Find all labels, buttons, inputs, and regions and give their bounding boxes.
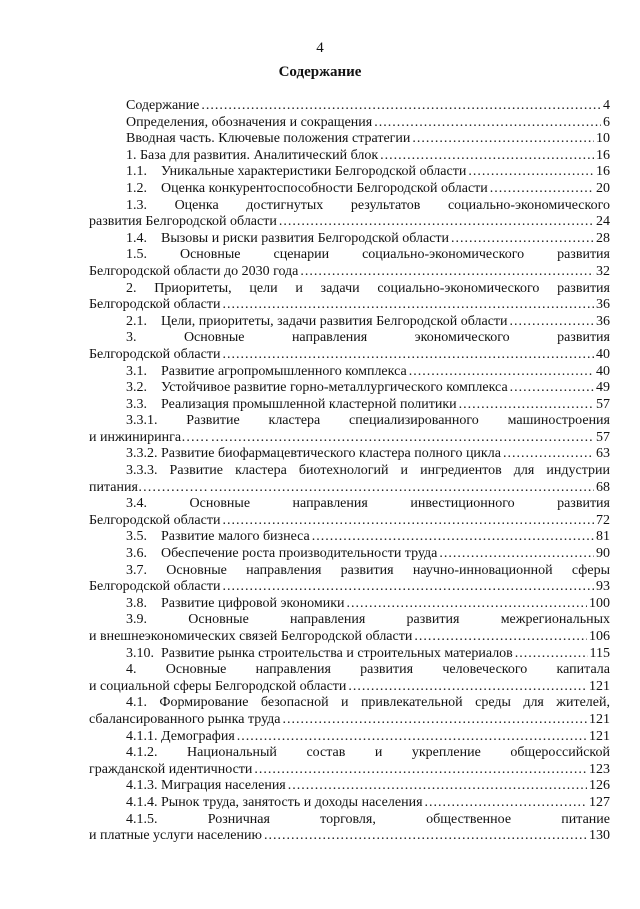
- toc-entry-text: 3.3.3. Развитие кластера биотехнологий и ингредиентов для индустрии: [126, 463, 610, 479]
- toc-entry: [89, 463, 610, 496]
- toc-entry: [89, 98, 610, 115]
- toc-page-number: 81: [596, 529, 610, 545]
- toc-entry: [89, 745, 610, 778]
- toc-entry-text: 1. База для развития. Аналитический блок: [126, 147, 379, 163]
- toc-entry: [89, 115, 610, 132]
- toc-entry-text-continued: развития Белгородской области: [89, 214, 277, 230]
- toc-page-number: 49: [596, 380, 610, 396]
- toc-entry: [89, 198, 610, 231]
- toc-entry-text: 4.1. Формирование безопасной и привлекательной среды для жителей,: [126, 695, 610, 711]
- dot-leader: [222, 297, 594, 314]
- dot-leader: [439, 546, 594, 563]
- toc-entry-text: 3.8. Развитие цифровой экономики: [126, 595, 345, 611]
- toc-entry-text: 3.3.1. Развитие кластера специализированного машиностроения: [126, 413, 610, 429]
- toc-entry: [89, 446, 610, 463]
- toc-entry: [89, 596, 610, 613]
- dot-leader: [237, 729, 587, 746]
- toc-page-number: 40: [596, 363, 610, 379]
- dot-leader: [348, 679, 587, 696]
- toc-entry-text-continued: гражданской идентичности: [89, 761, 253, 777]
- toc-entry: [89, 729, 610, 746]
- toc-entry-text: 4.1.4. Рынок труда, занятость и доходы населения: [126, 794, 423, 810]
- toc-entry-text: 3.3. Реализация промышленной кластерной политики: [126, 396, 457, 412]
- toc-entry-text-continued: Белгородской области: [89, 297, 221, 313]
- toc-page-number: 121: [589, 678, 610, 694]
- toc-entry-text: 3.4. Основные направления инвестиционного развития: [126, 496, 610, 512]
- toc-page-number: 72: [596, 512, 610, 528]
- toc-entry: [89, 231, 610, 248]
- toc-entry: [89, 397, 610, 414]
- toc-entry: [89, 612, 610, 645]
- dot-leader: [210, 480, 594, 497]
- toc-page-number: 93: [596, 579, 610, 595]
- toc-entry: [89, 281, 610, 314]
- toc-page-number: 126: [589, 778, 610, 794]
- dot-leader: [425, 795, 587, 812]
- toc-entry: [89, 646, 610, 663]
- toc-entry: [89, 795, 610, 812]
- toc-entry: [89, 181, 610, 198]
- dot-leader: [380, 148, 594, 165]
- toc-entry: [89, 330, 610, 363]
- toc-entry-text: 4.1.3. Миграция населения: [126, 778, 286, 794]
- toc-entry-text: 3.6. Обеспечение роста производительности труда: [126, 546, 438, 562]
- toc-entry-text: 4. Основные направления развития человеческого капитала: [126, 662, 610, 678]
- dot-leader: [254, 762, 587, 779]
- toc-entry: [89, 529, 610, 546]
- page-number: 4: [316, 40, 324, 56]
- toc-entry-text: Содержание: [126, 98, 200, 113]
- toc-page-number: 40: [596, 346, 610, 362]
- dot-leader: [312, 529, 594, 546]
- toc-page-number: 57: [596, 429, 610, 445]
- dot-leader: [503, 446, 594, 463]
- dot-leader: [510, 314, 594, 331]
- toc-title: Содержание: [278, 64, 362, 80]
- toc-entry: [89, 496, 610, 529]
- toc-entry-text: 3.7. Основные направления развития научно-инновационной сферы: [126, 562, 610, 578]
- toc-entry: [89, 546, 610, 563]
- toc-page-number: 32: [596, 263, 610, 279]
- toc-page-number: 6: [603, 114, 610, 130]
- toc-entry-text-continued: Белгородской области: [89, 579, 221, 595]
- dot-leader: [300, 264, 594, 281]
- toc-page-number: 121: [589, 728, 610, 744]
- dot-leader: [459, 397, 594, 414]
- toc-entry-text-continued: и инжиниринга……: [89, 429, 210, 445]
- toc-entry: [89, 413, 610, 446]
- dot-leader: [409, 364, 594, 381]
- dot-leader: [412, 131, 594, 148]
- toc-entry-text: 2.1. Цели, приоритеты, задачи развития Белгородской области: [126, 313, 508, 329]
- dot-leader: [288, 778, 587, 795]
- toc-entry-text-continued: сбалансированного рынка труда: [89, 711, 281, 727]
- toc-page-number: 123: [589, 761, 610, 777]
- toc-entry-text: 4.1.5. Розничная торговля, общественное питание: [126, 811, 610, 827]
- toc-entry-text: 1.5. Основные сценарии социально-экономического развития: [126, 247, 610, 263]
- toc-page-number: 24: [596, 214, 610, 230]
- toc-page-number: 90: [596, 546, 610, 562]
- dot-leader: [515, 646, 588, 663]
- toc-entry-text: 1.3. Оценка достигнутых результатов социально-экономического: [126, 197, 610, 213]
- dot-leader: [211, 430, 594, 447]
- toc-entry-text: 3.9. Основные направления развития межрегиональных: [126, 612, 610, 628]
- toc-entry: [89, 695, 610, 728]
- toc-entry: [89, 164, 610, 181]
- toc-entry-text-continued: Белгородской области: [89, 346, 221, 362]
- toc-entry-text: 1.1. Уникальные характеристики Белгородской области: [126, 164, 467, 180]
- toc-entry-text: 2. Приоритеты, цели и задачи социально-экономического развития: [126, 280, 610, 296]
- toc-entry: [89, 364, 610, 381]
- toc-entry: [89, 131, 610, 148]
- dot-leader: [279, 214, 594, 231]
- table-of-contents: [89, 98, 610, 845]
- toc-entry: [89, 563, 610, 596]
- toc-page-number: 16: [596, 164, 610, 180]
- dot-leader: [222, 513, 594, 530]
- toc-entry-text-continued: и внешнеэкономических связей Белгородской области: [89, 629, 413, 644]
- toc-entry-text: 1.2. Оценка конкурентоспособности Белгородской области: [126, 180, 488, 196]
- toc-entry-text: 4.1.1. Демография: [126, 728, 235, 744]
- toc-entry-text-continued: питания……………: [89, 479, 208, 495]
- toc-entry-text: 3.3.2. Развитие биофармацевтического кластера полного цикла: [126, 446, 501, 462]
- toc-page-number: 4: [603, 98, 610, 113]
- dot-leader: [451, 231, 594, 248]
- toc-page-number: 115: [589, 645, 610, 661]
- toc-entry-text: 3.10. Развитие рынка строительства и строительных материалов: [126, 645, 513, 661]
- toc-entry-text: 3.5. Развитие малого бизнеса: [126, 529, 310, 545]
- dot-leader: [510, 380, 594, 397]
- toc-page-number: 130: [589, 828, 610, 844]
- dot-leader: [414, 629, 587, 646]
- toc-page-number: 127: [589, 794, 610, 810]
- dot-leader: [222, 579, 594, 596]
- toc-page-number: 106: [589, 629, 610, 644]
- dot-leader: [264, 828, 587, 845]
- toc-entry-text: 3. Основные направления экономического развития: [126, 330, 610, 346]
- toc-page-number: 36: [596, 313, 610, 329]
- dot-leader: [283, 712, 587, 729]
- toc-entry: [89, 778, 610, 795]
- toc-page-number: 10: [596, 131, 610, 147]
- toc-entry: [89, 148, 610, 165]
- dot-leader: [490, 181, 594, 198]
- toc-entry-text-continued: Белгородской области: [89, 512, 221, 528]
- toc-page-number: 68: [596, 479, 610, 495]
- toc-entry-text: Определения, обозначения и сокращения: [126, 114, 373, 130]
- dot-leader: [468, 164, 594, 181]
- toc-page-number: 28: [596, 230, 610, 246]
- toc-entry: [89, 247, 610, 280]
- toc-entry-text: 3.2. Устойчивое развитие горно-металлургического комплекса: [126, 380, 508, 396]
- dot-leader: [201, 98, 601, 115]
- toc-entry: [89, 314, 610, 331]
- toc-page-number: 57: [596, 396, 610, 412]
- toc-entry-text-continued: и социальной сферы Белгородской области: [89, 678, 347, 694]
- toc-entry-text: 4.1.2. Национальный состав и укрепление общероссийской: [126, 745, 610, 761]
- dot-leader: [347, 596, 588, 613]
- toc-entry-text: 1.4. Вызовы и риски развития Белгородской области: [126, 230, 450, 246]
- toc-page-number: 36: [596, 297, 610, 313]
- toc-page-number: 20: [596, 180, 610, 196]
- toc-page-number: 16: [596, 147, 610, 163]
- toc-page-number: 63: [596, 446, 610, 462]
- toc-entry-text-continued: и платные услуги населению: [89, 828, 262, 844]
- toc-entry-text-continued: Белгородской области до 2030 года: [89, 263, 299, 279]
- toc-entry-text: Вводная часть. Ключевые положения стратегии: [126, 131, 411, 147]
- toc-entry: [89, 812, 610, 845]
- toc-entry: [89, 662, 610, 695]
- dot-leader: [374, 115, 601, 132]
- toc-entry-text: 3.1. Развитие агропромышленного комплекса: [126, 363, 407, 379]
- toc-page-number: 121: [589, 711, 610, 727]
- toc-page-number: 100: [589, 595, 610, 611]
- dot-leader: [222, 347, 594, 364]
- toc-entry: [89, 380, 610, 397]
